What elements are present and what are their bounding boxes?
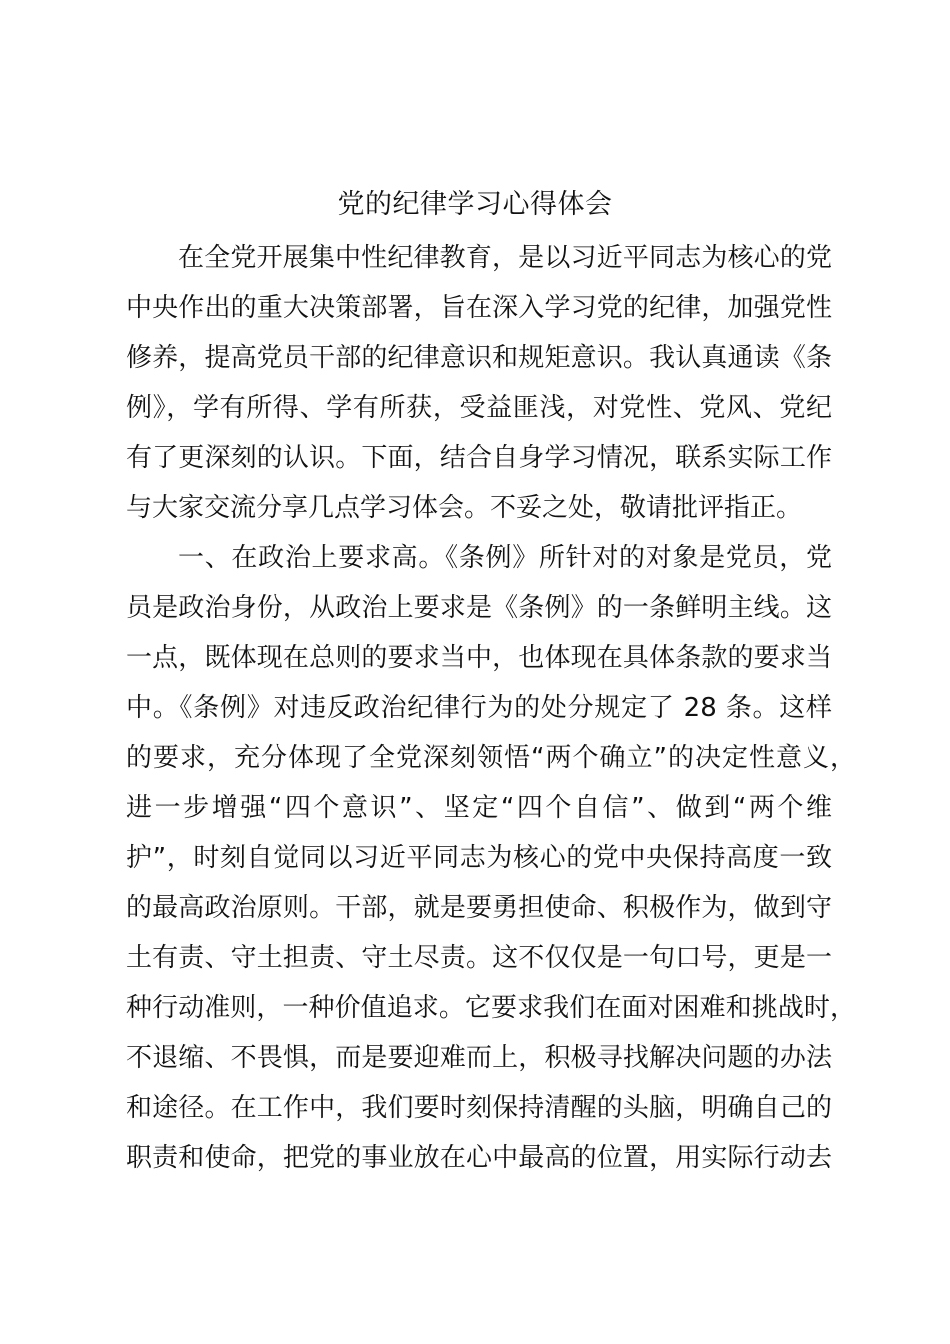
paragraph-line: 的最高政治原则。干部，就是要勇担使命、积极作为，做到守: [126, 893, 832, 923]
paragraph-line: 的要求，充分体现了全党深刻领悟“两个确立”的决定性意义，: [126, 743, 856, 773]
paragraph-line: 员是政治身份，从政治上要求是《条例》的一条鲜明主线。这: [126, 593, 832, 623]
paragraph-line: 修养，提高党员干部的纪律意识和规矩意识。我认真通读《条: [126, 343, 832, 373]
paragraph-line: 不退缩、不畏惧，而是要迎难而上，积极寻找解决问题的办法: [126, 1043, 832, 1073]
document-title: 党的纪律学习心得体会: [337, 189, 613, 220]
paragraph-line: 职责和使命，把党的事业放在心中最高的位置，用实际行动去: [126, 1143, 832, 1173]
paragraph-line: 护”，时刻自觉同以习近平同志为核心的党中央保持高度一致: [126, 843, 832, 873]
paragraph-line: 一、在政治上要求高。《条例》所针对的对象是党员，党: [178, 543, 832, 573]
paragraph-line: 种行动准则，一种价值追求。它要求我们在面对困难和挑战时，: [126, 993, 856, 1023]
paragraph-line: 中央作出的重大决策部署，旨在深入学习党的纪律，加强党性: [126, 293, 832, 323]
paragraph-line: 在全党开展集中性纪律教育，是以习近平同志为核心的党: [178, 243, 832, 273]
paragraph-line: 中。《条例》对违反政治纪律行为的处分规定了 28 条。这样: [126, 693, 832, 723]
paragraph-line: 进一步增强“四个意识”、坚定“四个自信”、做到“两个维: [126, 793, 832, 823]
document-body: [126, 233, 856, 1183]
paragraph-line: 与大家交流分享几点学习体会。不妥之处，敬请批评指正。: [126, 493, 803, 523]
paragraph-line: 例》，学有所得、学有所获，受益匪浅，对党性、党风、党纪: [126, 393, 832, 423]
paragraph-line: 和途径。在工作中，我们要时刻保持清醒的头脑，明确自己的: [126, 1093, 832, 1123]
paragraph-line: 土有责、守土担责、守土尽责。这不仅仅是一句口号，更是一: [126, 943, 832, 973]
paragraph-line: 一点，既体现在总则的要求当中，也体现在具体条款的要求当: [126, 643, 832, 673]
paragraph-line: 有了更深刻的认识。下面，结合自身学习情况，联系实际工作: [126, 443, 832, 473]
